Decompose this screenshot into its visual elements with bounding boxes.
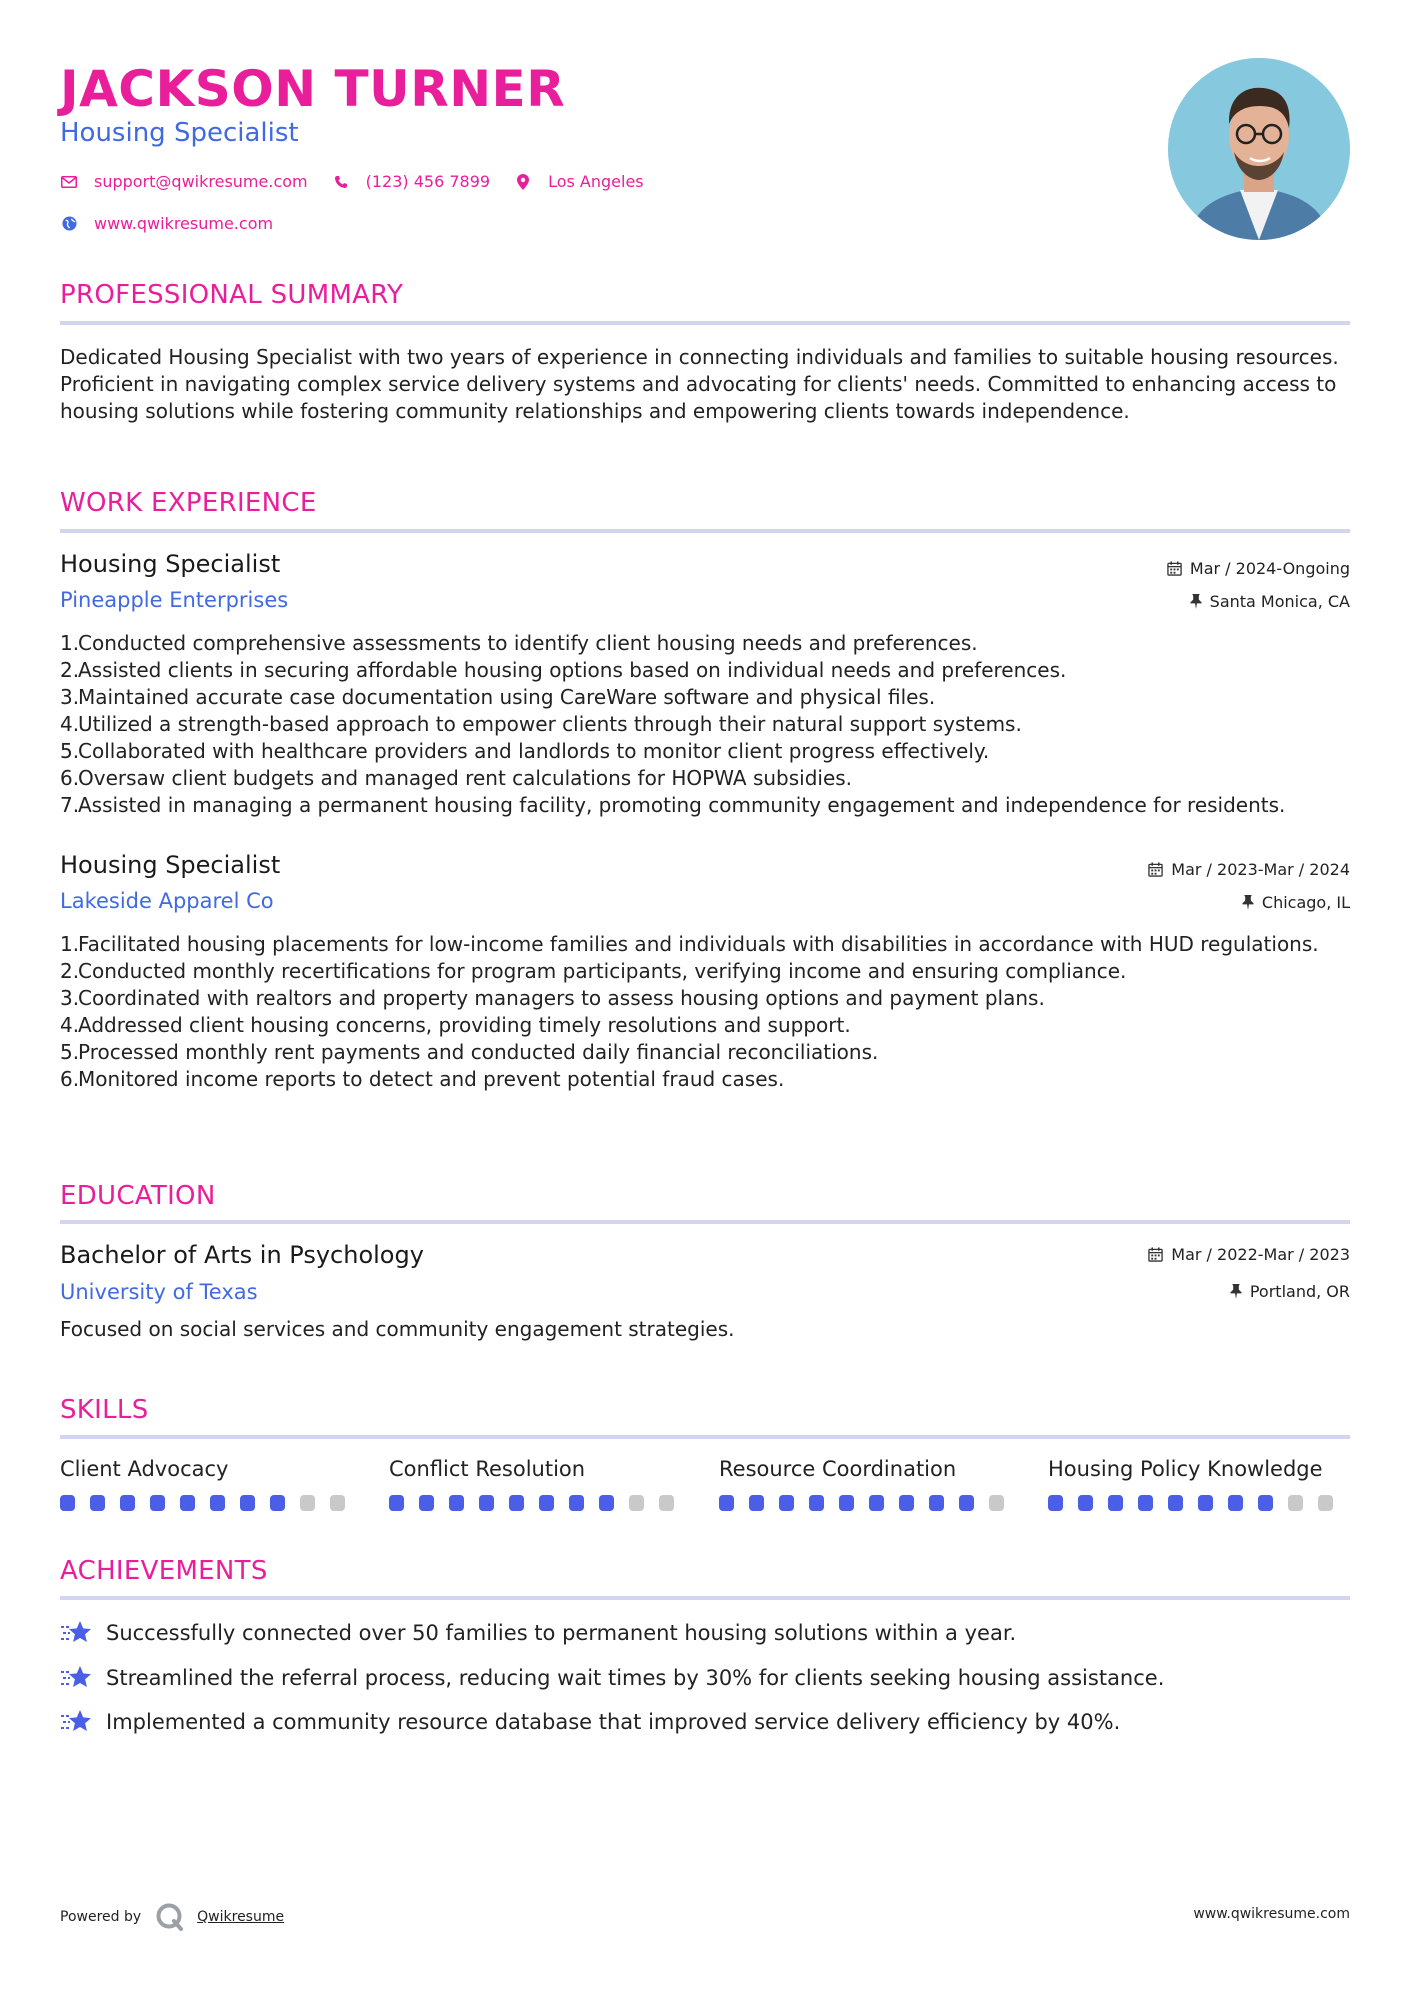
- location-pin-icon: [514, 173, 532, 191]
- candidate-title: Housing Specialist: [60, 118, 299, 148]
- list-item: 3. Coordinated with realtors and property managers to assess housing options and payment plans.: [60, 986, 1045, 1010]
- skill-dot-filled: [1048, 1495, 1063, 1511]
- skill-dot-filled: [749, 1495, 764, 1511]
- skill-item: [60, 1457, 360, 1511]
- skill-dot-filled: [569, 1495, 584, 1511]
- envelope-icon: [60, 173, 78, 191]
- job-bullets: [60, 630, 1355, 819]
- skill-dot-filled: [959, 1495, 974, 1511]
- experience-heading: WORK EXPERIENCE: [60, 488, 317, 518]
- job-dates: [1148, 860, 1350, 879]
- company-name: Pineapple Enterprises: [60, 588, 289, 612]
- achievement-text: Implemented a community resource database that improved service delivery efficiency by 40%.: [106, 1710, 1121, 1734]
- job-title: Housing Specialist: [60, 851, 281, 879]
- achievement-item: [60, 1620, 1016, 1646]
- skill-dot-filled: [120, 1495, 135, 1511]
- profile-photo: [1168, 58, 1350, 240]
- list-item: 2. Conducted monthly recertifications for program participants, verifying income and ensuring compliance.: [60, 959, 1127, 983]
- phone-icon: [332, 173, 350, 191]
- qwikresume-logo-icon: [155, 1902, 185, 1932]
- job-location-text: Chicago, IL: [1261, 893, 1350, 912]
- skill-dot-filled: [1258, 1495, 1273, 1511]
- candidate-name: JACKSON TURNER: [60, 60, 566, 118]
- star-icon: [60, 1709, 92, 1735]
- skill-dot-filled: [90, 1495, 105, 1511]
- skill-dot-empty: [300, 1495, 315, 1511]
- skill-dot-filled: [509, 1495, 524, 1511]
- job-dates: [1167, 559, 1350, 578]
- pushpin-icon: [1190, 594, 1202, 609]
- footer-powered-by: [60, 1902, 284, 1932]
- list-item: 2. Assisted clients in securing affordable housing options based on individual needs and preferences.: [60, 658, 1067, 682]
- footer-website[interactable]: www.qwikresume.com: [1193, 1906, 1350, 1922]
- list-item: 3. Maintained accurate case documentation using CareWare software and physical files.: [60, 685, 936, 709]
- job-location: [1190, 592, 1350, 611]
- skill-dot-empty: [989, 1495, 1004, 1511]
- list-item: 5. Collaborated with healthcare providers and landlords to monitor client progress effectively.: [60, 739, 990, 763]
- job-location-text: Santa Monica, CA: [1209, 592, 1350, 611]
- school-name: University of Texas: [60, 1280, 258, 1304]
- skill-dot-filled: [779, 1495, 794, 1511]
- star-icon: [60, 1665, 92, 1691]
- company-name: Lakeside Apparel Co: [60, 889, 274, 913]
- brand-link[interactable]: Qwikresume: [197, 1909, 285, 1925]
- education-dates-text: Mar / 2022-Mar / 2023: [1171, 1245, 1350, 1264]
- skill-dot-filled: [539, 1495, 554, 1511]
- job-bullets: [60, 931, 1355, 1093]
- degree-title: Bachelor of Arts in Psychology: [60, 1241, 424, 1269]
- skill-rating: [1048, 1495, 1348, 1511]
- skill-dot-filled: [1108, 1495, 1123, 1511]
- skill-dot-filled: [180, 1495, 195, 1511]
- skills-heading: SKILLS: [60, 1395, 149, 1425]
- skill-dot-filled: [1138, 1495, 1153, 1511]
- calendar-icon: [1148, 862, 1163, 877]
- skill-dot-filled: [389, 1495, 404, 1511]
- list-item: 6. Oversaw client budgets and managed rent calculations for HOPWA subsidies.: [60, 766, 853, 790]
- skill-dot-empty: [1288, 1495, 1303, 1511]
- skill-dot-filled: [1078, 1495, 1093, 1511]
- list-item: 1. Conducted comprehensive assessments to identify client housing needs and preferences.: [60, 631, 978, 655]
- skill-item: [389, 1457, 689, 1511]
- powered-by-text: Powered by: [60, 1909, 142, 1925]
- skill-dot-empty: [659, 1495, 674, 1511]
- job-dates-text: Mar / 2024-Ongoing: [1189, 559, 1350, 578]
- skill-dot-filled: [150, 1495, 165, 1511]
- section-divider: [60, 321, 1350, 325]
- skill-rating: [719, 1495, 1019, 1511]
- calendar-icon: [1148, 1247, 1163, 1262]
- section-divider: [60, 1596, 1350, 1600]
- job-location: [1242, 893, 1350, 912]
- skill-dot-filled: [899, 1495, 914, 1511]
- skill-dot-empty: [629, 1495, 644, 1511]
- education-location-text: Portland, OR: [1249, 1282, 1350, 1301]
- education-dates: [1148, 1245, 1350, 1264]
- summary-text: Dedicated Housing Specialist with two years of experience in connecting individuals and families to suitable housing resources. Proficient in navigating complex service delivery systems and advocating for clients' needs. Committed to enhancing access to housing solutions while fostering community relationships and empowering clients towards independence.: [60, 345, 1339, 423]
- job-title: Housing Specialist: [60, 550, 281, 578]
- skill-name: Resource Coordination: [719, 1457, 957, 1481]
- website-row: [60, 214, 297, 233]
- pushpin-icon: [1242, 895, 1254, 910]
- star-icon: [60, 1620, 92, 1646]
- section-divider: [60, 1220, 1350, 1224]
- skill-dot-filled: [1198, 1495, 1213, 1511]
- skill-name: Housing Policy Knowledge: [1048, 1457, 1323, 1481]
- list-item: 1. Facilitated housing placements for low-income families and individuals with disabilities in accordance with HUD regulations.: [60, 932, 1319, 956]
- section-divider: [60, 1435, 1350, 1439]
- contact-row: [60, 172, 668, 191]
- skill-dot-filled: [839, 1495, 854, 1511]
- job-dates-text: Mar / 2023-Mar / 2024: [1171, 860, 1350, 879]
- calendar-icon: [1167, 561, 1182, 576]
- achievement-text: Streamlined the referral process, reducing wait times by 30% for clients seeking housing assistance.: [106, 1666, 1165, 1690]
- section-divider: [60, 529, 1350, 533]
- education-location: [1230, 1282, 1350, 1301]
- skill-rating: [389, 1495, 689, 1511]
- skill-dot-filled: [419, 1495, 434, 1511]
- skill-dot-filled: [869, 1495, 884, 1511]
- list-item: 4. Utilized a strength-based approach to empower clients through their natural support systems.: [60, 712, 1022, 736]
- skill-dot-filled: [1228, 1495, 1243, 1511]
- pushpin-icon: [1230, 1284, 1242, 1299]
- achievements-heading: ACHIEVEMENTS: [60, 1556, 268, 1586]
- skill-dot-filled: [599, 1495, 614, 1511]
- skill-dot-filled: [210, 1495, 225, 1511]
- achievement-text: Successfully connected over 50 families to permanent housing solutions within a year.: [106, 1621, 1017, 1645]
- email-link[interactable]: support@qwikresume.com: [94, 172, 308, 191]
- achievement-item: [60, 1709, 1120, 1735]
- skill-dot-filled: [60, 1495, 75, 1511]
- achievement-item: [60, 1665, 1164, 1691]
- skill-dot-filled: [1168, 1495, 1183, 1511]
- skill-dot-filled: [449, 1495, 464, 1511]
- skill-dot-filled: [479, 1495, 494, 1511]
- list-item: 6. Monitored income reports to detect and prevent potential fraud cases.: [60, 1067, 785, 1091]
- location-text: Los Angeles: [548, 172, 644, 191]
- website-link[interactable]: www.qwikresume.com: [94, 214, 274, 233]
- skill-dot-filled: [270, 1495, 285, 1511]
- skill-dot-filled: [240, 1495, 255, 1511]
- list-item: 7. Assisted in managing a permanent housing facility, promoting community engagement and independence for residents.: [60, 793, 1286, 817]
- skill-name: Client Advocacy: [60, 1457, 229, 1481]
- phone-number[interactable]: (123) 456 7899: [365, 172, 491, 191]
- globe-icon: [60, 215, 78, 233]
- summary-heading: PROFESSIONAL SUMMARY: [60, 280, 404, 310]
- list-item: 4. Addressed client housing concerns, providing timely resolutions and support.: [60, 1013, 851, 1037]
- list-item: 5. Processed monthly rent payments and conducted daily financial reconciliations.: [60, 1040, 879, 1064]
- skill-dot-filled: [809, 1495, 824, 1511]
- skill-dot-empty: [1318, 1495, 1333, 1511]
- skill-item: [1048, 1457, 1348, 1511]
- skill-dot-filled: [929, 1495, 944, 1511]
- skill-rating: [60, 1495, 360, 1511]
- skill-dot-filled: [719, 1495, 734, 1511]
- skill-name: Conflict Resolution: [389, 1457, 586, 1481]
- skill-dot-empty: [330, 1495, 345, 1511]
- skill-item: [719, 1457, 1019, 1511]
- education-heading: EDUCATION: [60, 1181, 216, 1211]
- education-description: Focused on social services and community engagement strategies.: [60, 1317, 735, 1341]
